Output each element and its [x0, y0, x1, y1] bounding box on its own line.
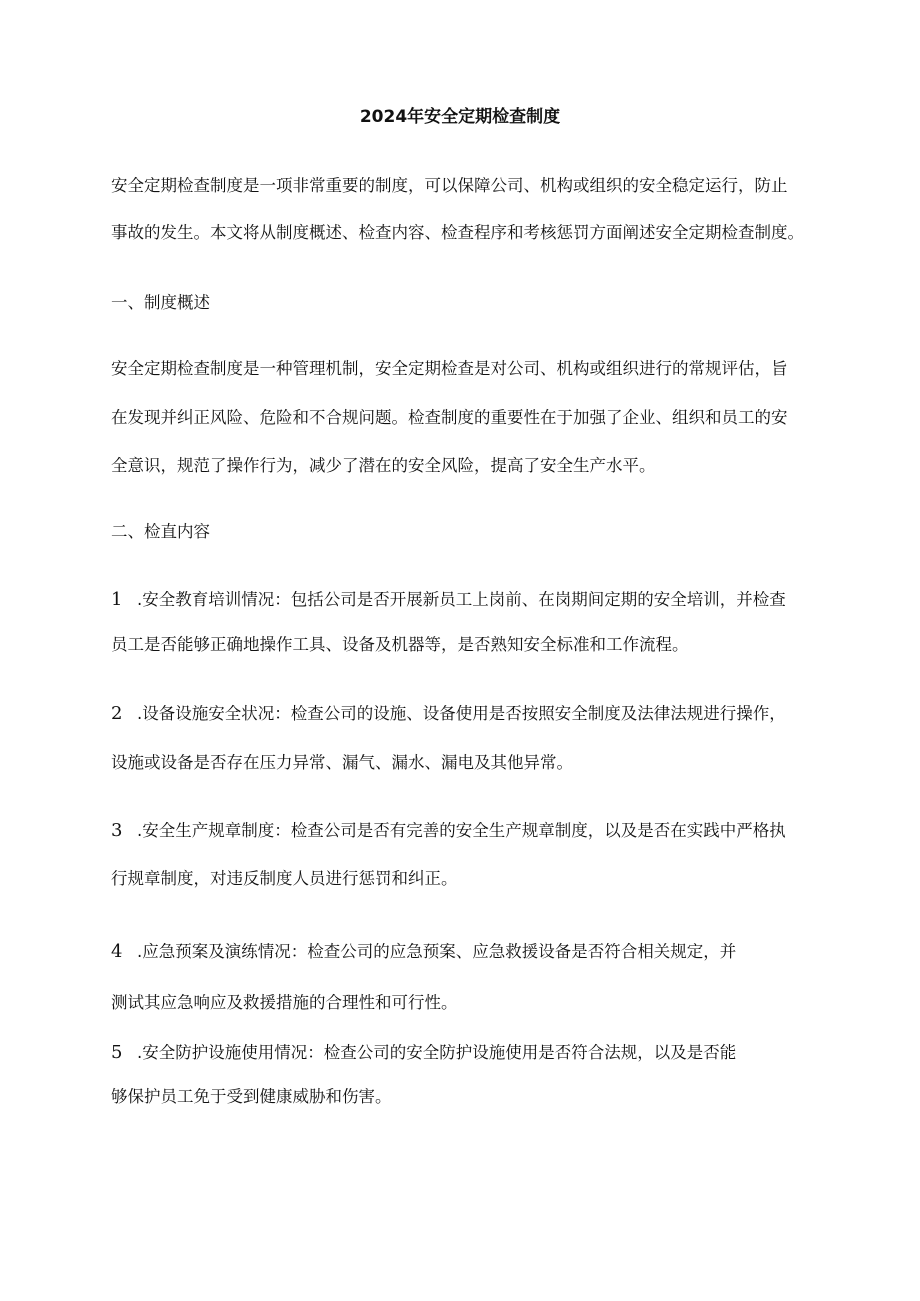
section-1-heading: 一、制度概述 — [111, 293, 210, 312]
list-item-5-continuation: 够保护员工免于受到健康威胁和伤害。 — [111, 1087, 392, 1106]
list-item-3-continuation: 行规章制度，对违反制度人员进行惩罚和纠正。 — [111, 869, 458, 888]
item-text: .安全教育培训情况：包括公司是否开展新员工上岗前、在岗期间定期的安全培训，并检查 — [137, 590, 786, 609]
list-item-1 — [111, 587, 786, 613]
item-text: .设备设施安全状况：检查公司的设施、设备使用是否按照安全制度及法律法规进行操作， — [137, 704, 786, 723]
document-title: 2024年安全定期检查制度 — [359, 107, 561, 127]
list-item-1-continuation: 员工是否能够正确地操作工具、设备及机器等，是否熟知安全标准和工作流程。 — [111, 635, 689, 654]
item-number: 1 — [111, 589, 123, 610]
item-number: 5 — [111, 1042, 123, 1063]
item-text: .安全生产规章制度：检查公司是否有完善的安全生产规章制度，以及是否在实践中严格执 — [137, 821, 786, 840]
intro-line-2: 事故的发生。本文将从制度概述、检查内容、检查程序和考核惩罚方面阐述安全定期检查制度。 — [111, 223, 804, 242]
item-text: .安全防护设施使用情况：检查公司的安全防护设施使用是否符合法规，以及是否能 — [137, 1043, 737, 1062]
item-number: 4 — [111, 941, 123, 962]
item-number: 2 — [111, 703, 123, 724]
list-item-3 — [111, 818, 786, 844]
intro-line-1: 安全定期检查制度是一项非常重要的制度，可以保障公司、机构或组织的安全稳定运行，防止 — [111, 176, 788, 195]
list-item-5 — [111, 1040, 736, 1066]
list-item-4-continuation: 测试其应急响应及救援措施的合理性和可行性。 — [111, 993, 458, 1012]
list-item-2 — [111, 701, 786, 727]
section-1-line-2: 在发现并纠正风险、危险和不合规问题。检查制度的重要性在于加强了企业、组织和员工的安 — [111, 408, 788, 427]
item-number: 3 — [111, 820, 123, 841]
list-item-4 — [111, 939, 736, 965]
section-1-line-1: 安全定期检查制度是一种管理机制，安全定期检查是对公司、机构或组织进行的常规评估，旨 — [111, 359, 788, 378]
section-1-line-3: 全意识，规范了操作行为，减少了潜在的安全风险，提高了安全生产水平。 — [111, 456, 656, 475]
section-2-heading: 二、检直内容 — [111, 522, 210, 541]
item-text: .应急预案及演练情况：检查公司的应急预案、应急救援设备是否符合相关规定，并 — [137, 942, 737, 961]
list-item-2-continuation: 设施或设备是否存在压力异常、漏气、漏水、漏电及其他异常。 — [111, 753, 573, 772]
